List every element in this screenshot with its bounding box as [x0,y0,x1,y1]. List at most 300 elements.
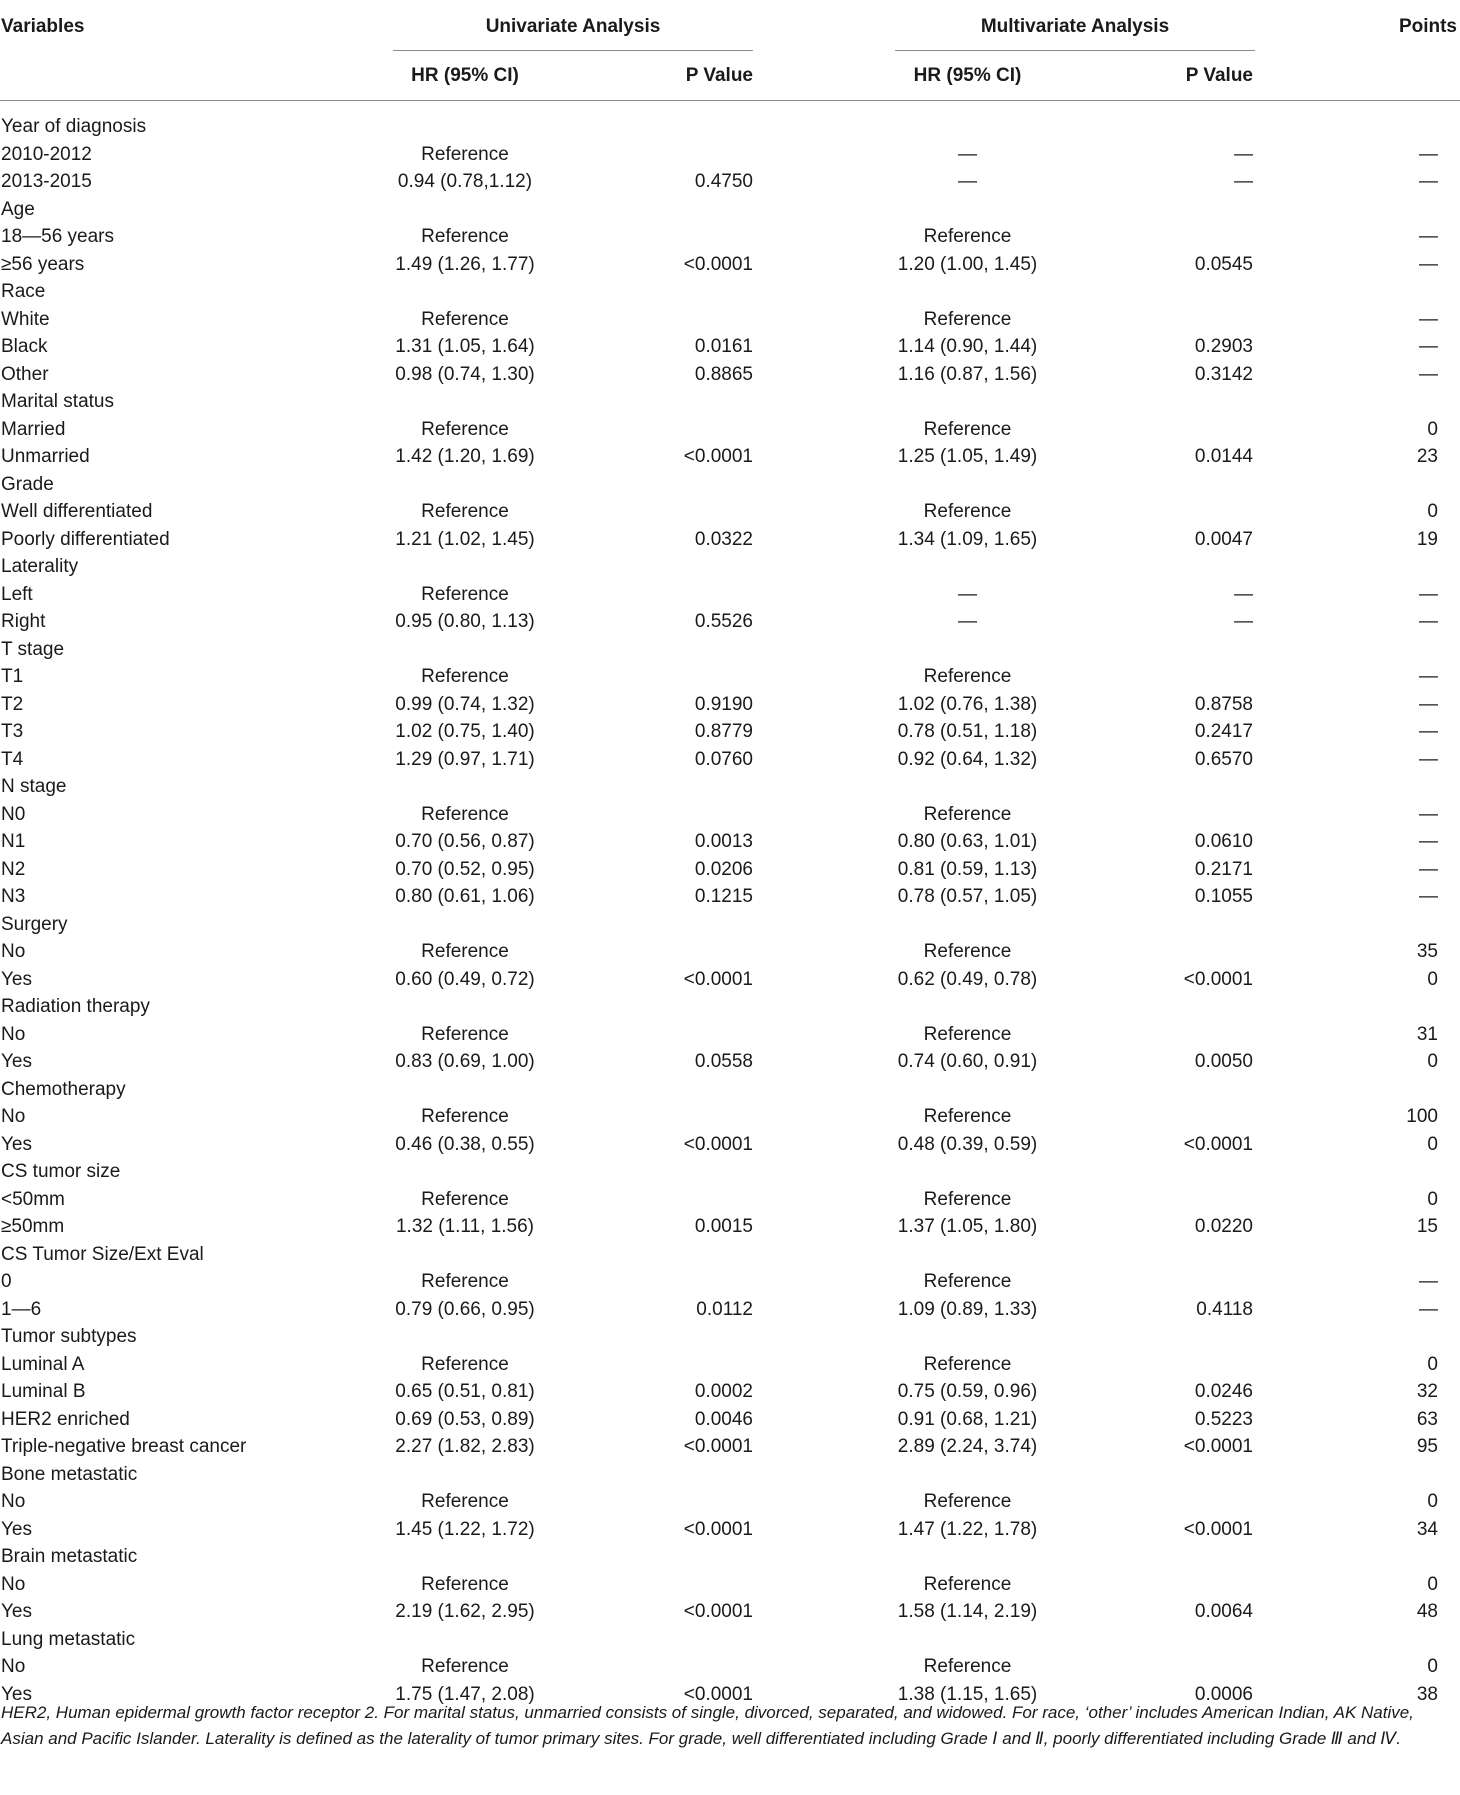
table-row [0,1406,1460,1434]
cell-variable: Yes [1,1601,32,1622]
cell-p-multivariate: — [1234,171,1253,192]
cell-variable: N1 [1,831,26,852]
cell-variable: <50mm [1,1188,65,1210]
cell-points: 34 [1416,1518,1438,1540]
cell-hr-multivariate: 1.16 (0.87, 1.56) [897,363,1038,385]
cell-points: — [1419,143,1438,165]
cell-variable: N stage [1,776,67,797]
cell-points: 95 [1416,1436,1438,1457]
cell-variable: Left [1,583,33,605]
table-footnote: HER2, Human epidermal growth factor receptor 2. For marital status, unmarried consists of single, divorced, separated, and widowed. For race, ‘other’ includes American Indian, AK Native, Asian and Pacific Islander. Laterality is defined as the laterality of tumor primary sites. For grade, well differentiated including Grade Ⅰ and Ⅱ, poorly differentiated including Grade Ⅲ and Ⅳ. [1,1703,1414,1748]
cell-hr-univariate: 1.21 (1.02, 1.45) [395,528,535,550]
cell-hr-multivariate: 1.09 (0.89, 1.33) [897,1298,1038,1320]
cell-p-multivariate: 0.0006 [1194,1683,1253,1705]
cell-hr-multivariate: Reference [923,666,1012,687]
univariate-underline [393,50,753,51]
table-row [0,306,1460,334]
cell-hr-univariate: 1.29 (0.97, 1.71) [395,748,535,770]
cell-hr-multivariate: Reference [923,1656,1012,1677]
cell-points: — [1419,886,1438,907]
cell-hr-multivariate: — [958,171,977,192]
cell-hr-multivariate: 0.62 (0.49, 0.78) [897,968,1038,990]
cell-hr-multivariate: 1.02 (0.76, 1.38) [897,693,1038,715]
cell-hr-univariate: 0.99 (0.74, 1.32) [395,693,535,715]
cell-hr-multivariate: 2.89 (2.24, 3.74) [897,1436,1038,1457]
cell-variable: No [1,941,26,962]
cell-hr-univariate: Reference [421,226,509,247]
cell-hr-univariate: 0.94 (0.78,1.12) [397,171,533,192]
table-row [0,801,1460,829]
cell-variable: ≥50mm [1,1216,65,1237]
cell-p-univariate: 0.0161 [694,336,753,357]
cell-p-multivariate: 0.0064 [1194,1601,1253,1622]
cell-p-univariate: 0.5526 [694,611,753,632]
cell-hr-multivariate: Reference [923,1353,1012,1375]
cell-variable: Year of diagnosis [1,116,147,137]
cell-variable: Yes [1,968,32,990]
cell-p-multivariate: — [1234,611,1253,632]
cell-hr-univariate: Reference [421,308,509,330]
cell-points: — [1419,611,1438,632]
table-row [0,1461,1460,1489]
cell-points: 0 [1427,1491,1438,1512]
table-row [0,443,1460,471]
table-row [0,1213,1460,1241]
cell-hr-multivariate: 1.34 (1.09, 1.65) [897,528,1038,550]
header-univariate: Univariate Analysis [485,16,661,37]
cell-points: 0 [1427,1188,1438,1210]
cell-hr-univariate: Reference [421,666,509,687]
cell-points: — [1419,363,1438,385]
cell-points: 0 [1427,1133,1438,1155]
cell-variable: N3 [1,886,26,907]
cell-hr-multivariate: 1.37 (1.05, 1.80) [897,1216,1038,1237]
table-row [0,113,1460,141]
cell-variable: Married [1,418,66,440]
table-row [0,278,1460,306]
cell-p-univariate: <0.0001 [683,1133,753,1155]
cell-p-multivariate: 0.2171 [1194,858,1253,880]
cell-p-multivariate: <0.0001 [1183,1133,1253,1155]
table-row [0,1516,1460,1544]
cell-variable: No [1,1656,26,1677]
cell-points: 63 [1416,1408,1438,1430]
cell-variable: Chemotherapy [1,1078,126,1100]
cell-points: — [1419,803,1438,825]
cell-p-multivariate: 0.8758 [1194,693,1253,715]
table-row [0,1323,1460,1351]
table-row [0,1296,1460,1324]
header-bottom-rule [0,100,1460,101]
cell-hr-univariate: 0.60 (0.49, 0.72) [395,968,535,990]
table-row [0,553,1460,581]
cell-p-univariate: <0.0001 [683,1518,753,1540]
cell-points: — [1419,336,1438,357]
table-row [0,746,1460,774]
cell-variable: Marital status [1,391,114,412]
cell-hr-univariate: Reference [421,583,509,605]
cell-hr-univariate: 0.70 (0.52, 0.95) [395,858,535,880]
table-row [0,526,1460,554]
table-row [0,388,1460,416]
cell-p-univariate: 0.9190 [694,693,753,715]
cell-hr-univariate: 1.31 (1.05, 1.64) [395,336,535,357]
cell-variable: CS Tumor Size/Ext Eval [1,1243,204,1265]
cell-variable: Bone metastatic [1,1463,138,1485]
table-row [0,498,1460,526]
cell-points: 0 [1427,501,1438,522]
cell-hr-univariate: Reference [421,1353,509,1375]
cell-hr-univariate: 0.65 (0.51, 0.81) [395,1381,535,1402]
cell-hr-multivariate: — [958,143,977,165]
cell-hr-univariate: 1.42 (1.20, 1.69) [395,446,535,467]
cell-variable: CS tumor size [1,1161,121,1182]
cell-points: — [1419,858,1438,880]
table-row [0,911,1460,939]
header-points: Points [1398,16,1457,37]
cell-p-multivariate: — [1234,143,1253,165]
cell-hr-univariate: Reference [421,143,509,165]
cell-hr-multivariate: Reference [923,501,1012,522]
table-row [0,1571,1460,1599]
cell-hr-univariate: Reference [421,1656,509,1677]
cell-p-univariate: 0.0002 [694,1381,753,1402]
cell-hr-multivariate: Reference [923,308,1012,330]
table-row [0,1131,1460,1159]
cell-hr-univariate: Reference [421,1188,509,1210]
cell-points: — [1419,748,1438,770]
table-row [0,1021,1460,1049]
table-row [0,966,1460,994]
cell-p-univariate: 0.0112 [696,1298,753,1320]
cell-hr-multivariate: 0.80 (0.63, 1.01) [897,831,1038,852]
table-row [0,856,1460,884]
cell-points: 38 [1416,1683,1438,1705]
cell-hr-univariate: Reference [421,1106,509,1127]
table-row [0,168,1460,196]
cell-hr-univariate: Reference [421,418,509,440]
cell-variable: Luminal B [1,1381,86,1402]
cell-p-multivariate: — [1234,583,1253,605]
cell-p-univariate: 0.8865 [694,363,753,385]
cell-variable: Luminal A [1,1353,85,1375]
cell-variable: Radiation therapy [1,996,150,1017]
cell-p-multivariate: 0.2417 [1194,721,1253,742]
cell-hr-univariate: Reference [421,1491,509,1512]
cell-points: 0 [1427,1353,1438,1375]
cell-points: 23 [1416,446,1438,467]
cell-variable: No [1,1491,26,1512]
cell-p-univariate: <0.0001 [683,1683,753,1705]
cell-p-multivariate: 0.1055 [1194,886,1253,907]
cell-hr-multivariate: 0.48 (0.39, 0.59) [897,1133,1038,1155]
cell-points: 0 [1427,1573,1438,1595]
cell-hr-multivariate: 1.47 (1.22, 1.78) [897,1518,1038,1540]
cell-points: 35 [1416,941,1438,962]
cell-hr-univariate: 0.69 (0.53, 0.89) [395,1408,535,1430]
cell-p-univariate: 0.0015 [694,1216,753,1237]
cell-variable: Yes [1,1051,32,1072]
table-row [0,251,1460,279]
cell-hr-univariate: Reference [421,1271,509,1292]
cell-variable: Surgery [1,913,68,935]
cell-points: 0 [1427,1656,1438,1677]
cell-hr-univariate: Reference [421,1023,509,1045]
table-row [0,1378,1460,1406]
cell-p-multivariate: 0.0144 [1194,446,1253,467]
cell-hr-multivariate: Reference [923,1106,1012,1127]
cell-p-univariate: 0.8779 [694,721,753,742]
header-variables: Variables [1,16,85,37]
cell-points: 100 [1406,1106,1438,1127]
cell-p-multivariate: <0.0001 [1183,1436,1253,1457]
cell-hr-multivariate: 0.74 (0.60, 0.91) [897,1051,1038,1072]
cell-hr-multivariate: Reference [923,1573,1012,1595]
cell-hr-multivariate: Reference [923,941,1012,962]
table-body [0,113,1460,1708]
cell-p-multivariate: 0.2903 [1194,336,1253,357]
cell-points: — [1419,1298,1438,1320]
cell-p-univariate: <0.0001 [683,1436,753,1457]
cell-hr-multivariate: Reference [923,1491,1012,1512]
header-hr-multivariate: HR (95% CI) [913,65,1022,86]
cell-p-multivariate: <0.0001 [1183,1518,1253,1540]
cell-variable: 2010-2012 [1,143,92,165]
table-row [0,773,1460,801]
cell-variable: Other [1,363,49,385]
cell-p-multivariate: 0.5223 [1194,1408,1253,1430]
table-row [0,196,1460,224]
cell-p-univariate: 0.0558 [694,1051,753,1072]
cell-variable: No [1,1106,26,1127]
cell-p-multivariate: 0.0220 [1194,1216,1253,1237]
table-row [0,608,1460,636]
cell-hr-multivariate: Reference [923,1188,1012,1210]
cell-points: 0 [1427,968,1438,990]
cell-variable: Yes [1,1683,32,1705]
cell-hr-univariate: 0.46 (0.38, 0.55) [395,1133,535,1155]
table-row [0,141,1460,169]
cell-hr-multivariate: Reference [923,226,1012,247]
cell-points: 19 [1416,528,1438,550]
cell-variable: T4 [1,748,24,770]
cell-hr-univariate: 2.19 (1.62, 2.95) [395,1601,535,1622]
cell-hr-multivariate: 1.25 (1.05, 1.49) [897,446,1038,467]
cell-variable: Brain metastatic [1,1546,138,1567]
cell-hr-univariate: Reference [421,1573,509,1595]
table-row [0,663,1460,691]
table-row [0,581,1460,609]
cell-p-univariate: 0.0760 [694,748,753,770]
table-row [0,1598,1460,1626]
table-row [0,828,1460,856]
cell-points: — [1419,693,1438,715]
cell-hr-univariate: Reference [421,803,509,825]
cell-variable: Laterality [1,556,79,577]
table-row [0,1241,1460,1269]
cell-points: — [1419,226,1438,247]
cell-hr-univariate: 0.95 (0.80, 1.13) [395,611,535,632]
cell-variable: Poorly differentiated [1,528,170,550]
cell-hr-univariate: 1.32 (1.11, 1.56) [395,1216,535,1237]
cell-p-univariate: 0.1215 [694,886,753,907]
cell-p-multivariate: 0.0050 [1194,1051,1253,1072]
table-row [0,1186,1460,1214]
cell-hr-univariate: 2.27 (1.82, 2.83) [395,1436,535,1457]
table-row [0,718,1460,746]
cell-hr-multivariate: 0.78 (0.57, 1.05) [897,886,1038,907]
table-row [0,471,1460,499]
table-row [0,1543,1460,1571]
cell-hr-univariate: 0.98 (0.74, 1.30) [395,363,535,385]
table-row [0,223,1460,251]
cell-hr-univariate: 0.80 (0.61, 1.06) [395,886,535,907]
cell-hr-univariate: Reference [421,941,509,962]
cell-points: — [1419,171,1438,192]
cell-variable: Black [1,336,48,357]
cell-variable: No [1,1023,26,1045]
cell-variable: No [1,1573,26,1595]
table-row [0,361,1460,389]
table-row [0,1433,1460,1461]
cell-variable: Yes [1,1133,32,1155]
cell-p-multivariate: 0.0545 [1194,253,1253,275]
cell-p-univariate: 0.0046 [694,1408,753,1430]
cell-p-univariate: 0.0206 [694,858,753,880]
cell-points: 48 [1416,1601,1438,1622]
cell-p-univariate: 0.4750 [694,171,753,192]
cell-variable: Triple-negative breast cancer [1,1436,247,1457]
table-row [0,1103,1460,1131]
cell-hr-univariate: 1.49 (1.26, 1.77) [395,253,535,275]
cell-p-multivariate: 0.4118 [1196,1298,1253,1320]
cell-variable: White [1,308,50,330]
cell-p-univariate: 0.0013 [694,831,753,852]
cell-variable: T2 [1,693,24,715]
header-p-univariate: P Value [685,65,753,86]
table-row [0,1653,1460,1681]
cell-hr-multivariate: 0.81 (0.59, 1.13) [897,858,1038,880]
cell-hr-multivariate: 0.91 (0.68, 1.21) [897,1408,1038,1430]
cell-variable: Yes [1,1518,32,1540]
cell-variable: 1—6 [1,1298,42,1320]
cell-hr-multivariate: 0.78 (0.51, 1.18) [897,721,1038,742]
cell-hr-univariate: 1.02 (0.75, 1.40) [395,721,535,742]
cell-hr-univariate: 0.83 (0.69, 1.00) [395,1051,535,1072]
table-row [0,1076,1460,1104]
header-p-multivariate: P Value [1185,65,1253,86]
cell-p-univariate: <0.0001 [683,446,753,467]
cell-points: — [1419,583,1438,605]
cell-points: — [1419,666,1438,687]
table-row [0,883,1460,911]
cell-points: — [1419,1271,1438,1292]
table-row [0,1158,1460,1186]
cell-hr-multivariate: 0.92 (0.64, 1.32) [897,748,1038,770]
cell-variable: ≥56 years [1,253,85,275]
cell-variable: Right [1,611,46,632]
cell-hr-multivariate: — [958,583,977,605]
cell-points: — [1419,308,1438,330]
cell-hr-univariate: Reference [421,501,509,522]
cell-p-multivariate: 0.0047 [1194,528,1253,550]
cell-hr-multivariate: Reference [923,1271,1012,1292]
table-row [0,1488,1460,1516]
cell-hr-multivariate: — [958,611,977,632]
cell-variable: 18—56 years [1,226,115,247]
cell-variable: HER2 enriched [1,1408,130,1430]
cell-variable: N0 [1,803,26,825]
table-row [0,938,1460,966]
header-hr-univariate: HR (95% CI) [411,65,519,86]
cell-hr-multivariate: Reference [923,418,1012,440]
cell-variable: T1 [1,666,24,687]
multivariate-underline [895,50,1255,51]
cell-variable: Grade [1,473,54,495]
cell-points: 31 [1416,1023,1438,1045]
cell-hr-univariate: 0.70 (0.56, 0.87) [395,831,535,852]
cell-points: — [1419,253,1438,275]
cell-points: 0 [1427,1051,1438,1072]
cell-variable: Race [1,281,46,302]
table-row [0,691,1460,719]
cell-variable: N2 [1,858,26,880]
cell-p-multivariate: <0.0001 [1183,968,1253,990]
table-row [0,1268,1460,1296]
cell-p-univariate: 0.0322 [694,528,753,550]
table-row [0,416,1460,444]
cell-variable: 2013-2015 [1,171,92,192]
cell-hr-univariate: 0.79 (0.66, 0.95) [395,1298,535,1320]
cell-p-multivariate: 0.3142 [1194,363,1253,385]
cell-hr-multivariate: Reference [923,1023,1012,1045]
cell-hr-multivariate: 1.38 (1.15, 1.65) [897,1683,1038,1705]
cell-points: — [1419,831,1438,852]
cell-hr-multivariate: 1.20 (1.00, 1.45) [897,253,1038,275]
cell-hr-univariate: 1.75 (1.47, 2.08) [395,1683,535,1705]
cell-variable: Unmarried [1,446,90,467]
table-row [0,1351,1460,1379]
cell-points: 15 [1416,1216,1438,1237]
cell-hr-multivariate: Reference [923,803,1012,825]
cell-variable: Lung metastatic [1,1628,136,1650]
cell-p-univariate: <0.0001 [683,968,753,990]
cell-points: 32 [1416,1381,1438,1402]
cell-hr-multivariate: 1.14 (0.90, 1.44) [897,336,1038,357]
table-row [0,333,1460,361]
cell-variable: T3 [1,721,24,742]
cell-p-univariate: <0.0001 [683,1601,753,1622]
cell-p-multivariate: 0.0246 [1194,1381,1253,1402]
table-row [0,1048,1460,1076]
cell-variable: 0 [1,1271,12,1292]
table-row [0,993,1460,1021]
cell-p-multivariate: 0.0610 [1194,831,1253,852]
header-multivariate: Multivariate Analysis [980,16,1170,37]
cell-points: — [1419,721,1438,742]
table-row [0,1626,1460,1654]
cell-variable: Age [1,198,35,220]
table-row [0,636,1460,664]
cell-variable: T stage [1,638,65,660]
cell-p-multivariate: 0.6570 [1194,748,1253,770]
cell-hr-multivariate: 0.75 (0.59, 0.96) [897,1381,1038,1402]
cell-points: 0 [1427,418,1438,440]
cell-variable: Tumor subtypes [1,1326,137,1347]
cell-hr-multivariate: 1.58 (1.14, 2.19) [897,1601,1038,1622]
cell-hr-univariate: 1.45 (1.22, 1.72) [395,1518,535,1540]
cell-variable: Well differentiated [1,501,153,522]
